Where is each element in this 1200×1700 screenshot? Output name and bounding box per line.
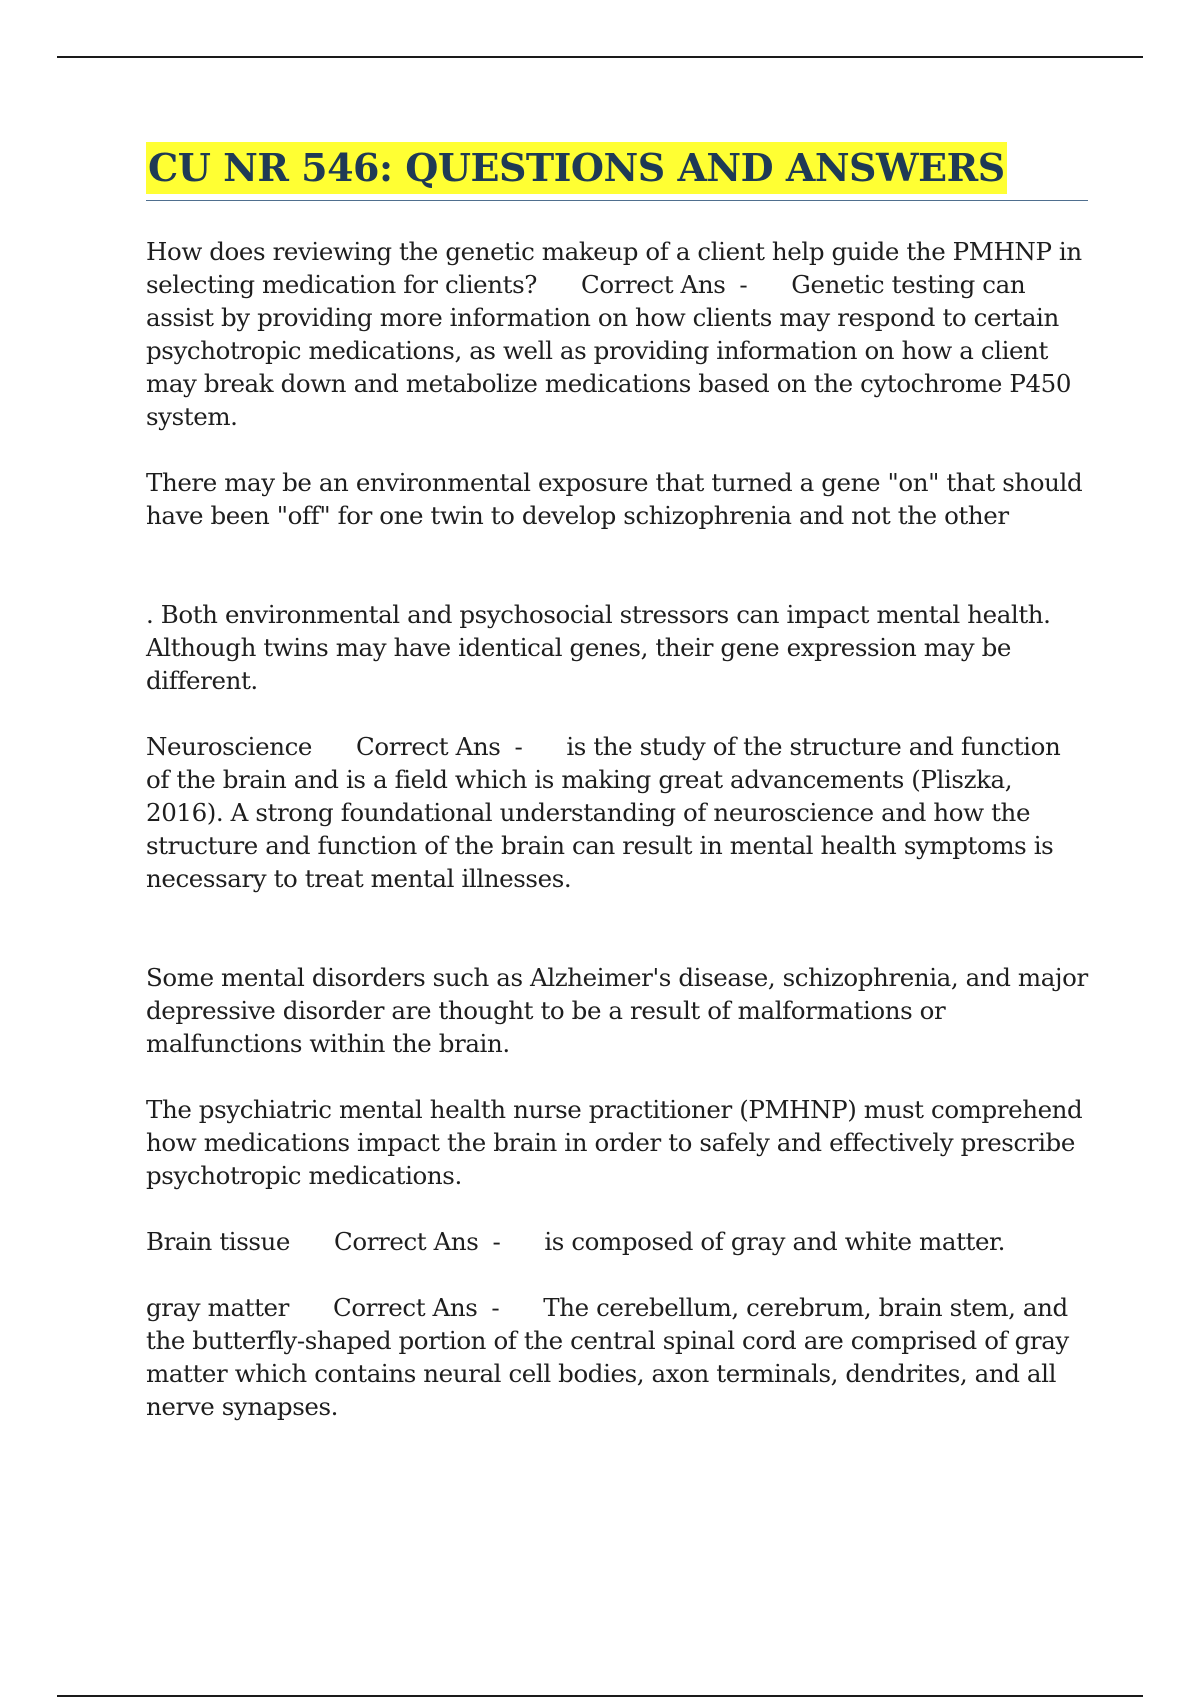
correct-ans-label: Correct Ans [334,1227,479,1256]
document-body [146,142,1088,1456]
text-paragraph: Some mental disorders such as Alzheimer's disease, schizophrenia, and major depressive disorder are thought to be a result of malformations or malfunctions within the brain. [146,963,1088,1058]
correct-ans-label: Correct Ans [356,732,501,761]
text-paragraph: The psychiatric mental health nurse practitioner (PMHNP) must comprehend how medications impact the brain in order to safely and effectively prescribe psychotropic medications. [146,1095,1083,1190]
qa-entry [146,235,1088,433]
qa-entry [146,1225,1088,1258]
answer-text: is composed of gray and white matter. [544,1227,1006,1256]
dash: - [491,1293,500,1322]
question-text: gray matter [146,1293,289,1322]
question-text: How does reviewing the genetic makeup of a client help guide the PMHNP in selecting medication for clients? [146,237,1082,299]
correct-ans-label: Correct Ans [332,1293,478,1322]
dash: - [514,732,523,761]
answer-text: is the study of the structure and function of the brain and is a field which is making great advancements (Pliszka, 2016). A strong foundational understanding of neuroscience and how the structure and function of the brain can result in mental health symptoms is necessary to treat mental illnesses. [146,732,1061,893]
dash: - [492,1227,501,1256]
title-block [146,142,1088,201]
page-bottom-rule [57,1695,1143,1697]
text-paragraph: . Both environmental and psychosocial stressors can impact mental health. Although twins may have identical genes, their gene expression may be different. [146,600,1051,695]
page-top-rule [57,56,1143,58]
correct-ans-label: Correct Ans [580,270,726,299]
answer-text: The cerebellum, cerebrum, brain stem, and the butterfly-shaped portion of the central spinal cord are comprised of gray matter which contains neural cell bodies, axon terminals, dendrites, and all nerve synapses. [146,1293,1069,1421]
document-title: CU NR 546: QUESTIONS AND ANSWERS [146,142,1007,194]
qa-entry [146,1291,1088,1423]
question-text: Neuroscience [146,732,313,761]
text-paragraph: There may be an environmental exposure that turned a gene "on" that should have been "off" for one twin to develop schizophrenia and not the other [146,468,1083,530]
question-text: Brain tissue [146,1227,291,1256]
answer-text: Genetic testing can assist by providing more information on how clients may respond to certain psychotropic medications, as well as providing information on how a client may break down and metabolize medications based on the cytochrome P450 system. [146,270,1072,431]
dash: - [739,270,748,299]
qa-entry [146,730,1088,895]
